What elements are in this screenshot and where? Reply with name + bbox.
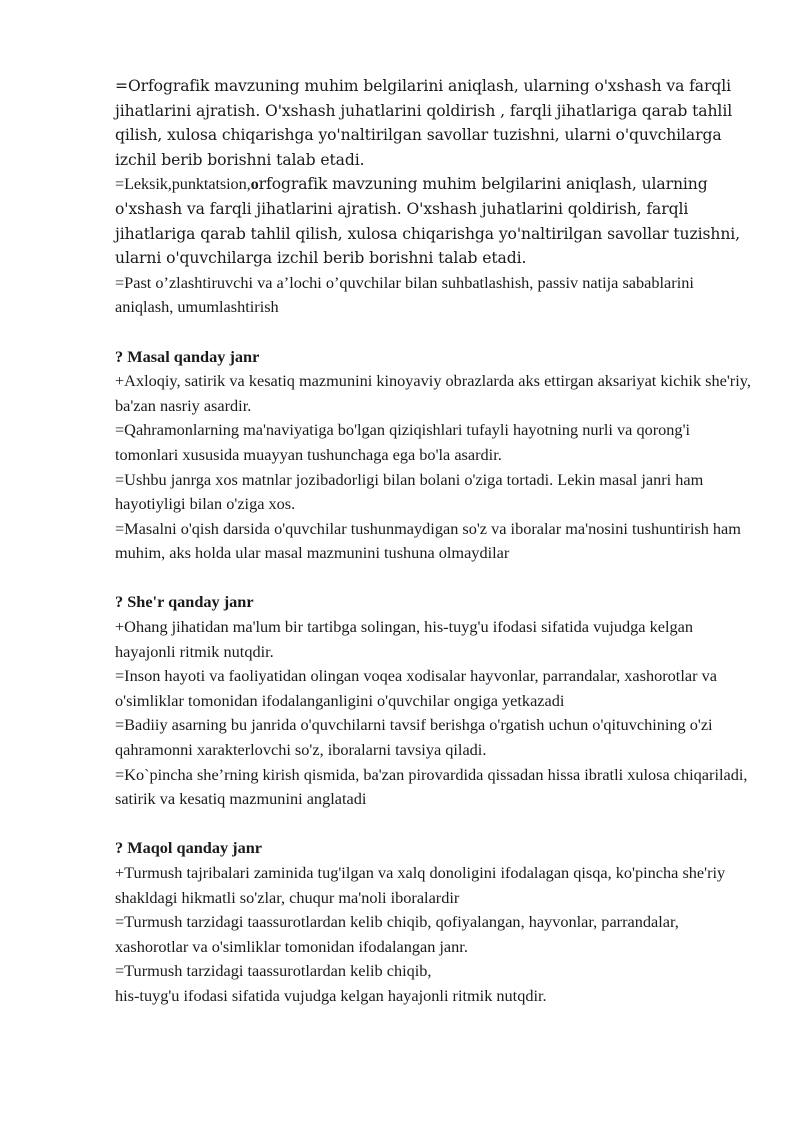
question-sher: ? She'r qanday janr (115, 592, 254, 612)
document-page (115, 74, 755, 1009)
answer-masal-4: =Masalni o'qish darsida o'quvchilar tushunmaydigan so'z va iboralar ma'nosini tushuntirish ham muhim, aks holda ular masal mazmunini tushuna olmaydilar (115, 518, 741, 563)
answer-leksik-bold: o (250, 174, 259, 194)
answer-maqol-3-line1: =Turmush tarzidagi taassurotlardan kelib chiqib, (115, 961, 432, 981)
spacer (115, 812, 755, 837)
answer-leksik-rest: rfografik mavzuning muhim belgilarini aniqlash, ularning o'xshash va farqli jihatlarini ajratish. O'xshash juhatlarini qoldirish, farqli jihatlariga qarab tahlil qilish, xulosa chiqarishga yo'naltirilgan savollar tuzishni, ularni o'quvchilarga izchil berib borishni talab etadi. (115, 175, 741, 268)
answer-maqol-3-line2: his-tuyg'u ifodasi sifatida vujudga kelgan hayajonli ritmik nutqdir. (115, 985, 547, 1005)
answer-sher-2: =Inson hayoti va faoliyatidan olingan voqea xodisalar hayvonlar, parrandalar, xashorotlar va o'simliklar tomonidan ifodalanganligini o'quvchilar ongiga yetkazadi (115, 666, 717, 710)
answer-sher-1: +Ohang jihatidan ma'lum bir tartibga solingan, his-tuyg'u ifodasi sifatida vujudga kelgan hayajonli ritmik nutqdir. (115, 617, 693, 661)
question-maqol: ? Maqol qanday janr (115, 838, 263, 858)
answer-sher-4: =Ko`pincha she’rning kirish qismida, ba'zan pirovardida qissadan hissa ibratli xulosa chiqariladi, satirik va kesatiq mazmunini anglatadi (115, 764, 748, 809)
answer-past: =Past o’zlashtiruvchi va a’lochi o’quvchilar bilan suhbatlashish, passiv natija sabablarini aniqlash, umumlashtirish (115, 272, 694, 317)
answer-orfografik: =Orfografik mavzuning muhim belgilarini aniqlash, ularning o'xshash va farqli jihatlarini ajratish. O'xshash juhatlarini qoldirish , farqli jihatlariga qarab tahlil qilish, xulosa chiqarishga yo'naltirilgan savollar tuzishni, ularni o'quvchilarga izchil berib borishni talab etadi. (115, 77, 733, 169)
spacer (115, 566, 755, 591)
answer-masal-1: +Axloqiy, satirik va kesatiq mazmunini kinoyaviy obrazlarda aks ettirgan aksariyat kichik she'riy, ba'zan nasriy asardir. (115, 371, 751, 415)
answer-masal-3: =Ushbu janrga xos matnlar jozibadorligi bilan bolani o'ziga tortadi. Lekin masal janri ham hayotiyligi bilan o'ziga xos. (115, 469, 704, 514)
spacer (115, 320, 755, 345)
answer-leksik (115, 172, 755, 270)
answer-maqol-2: =Turmush tarzidagi taassurotlardan kelib chiqib, qofiyalangan, hayvonlar, parrandalar, xashorotlar va o'simliklar tomonidan ifodalangan janr. (115, 912, 679, 956)
answer-maqol-1: +Turmush tajribalari zaminida tug'ilgan va xalq donoligini ifodalagan qisqa, ko'pincha she'riy shakldagi hikmatli so'zlar, chuqur ma'noli iboralardir (115, 863, 726, 907)
answer-sher-3: =Badiiy asarning bu janrida o'quvchilarni tavsif berishga o'rgatish uchun o'qituvchining o'zi qahramonni xarakterlovchi so'z, iboralarni tavsiya qiladi. (115, 715, 713, 760)
question-masal: ? Masal qanday janr (115, 346, 260, 366)
answer-leksik-prefix: =Leksik,punktatsion, (115, 174, 251, 194)
answer-masal-2: =Qahramonlarning ma'naviyatiga bo'lgan qiziqishlari tufayli hayotning nurli va qorong'i tomonlari xususida muayyan tushunchaga ega bo'la asardir. (115, 420, 691, 464)
